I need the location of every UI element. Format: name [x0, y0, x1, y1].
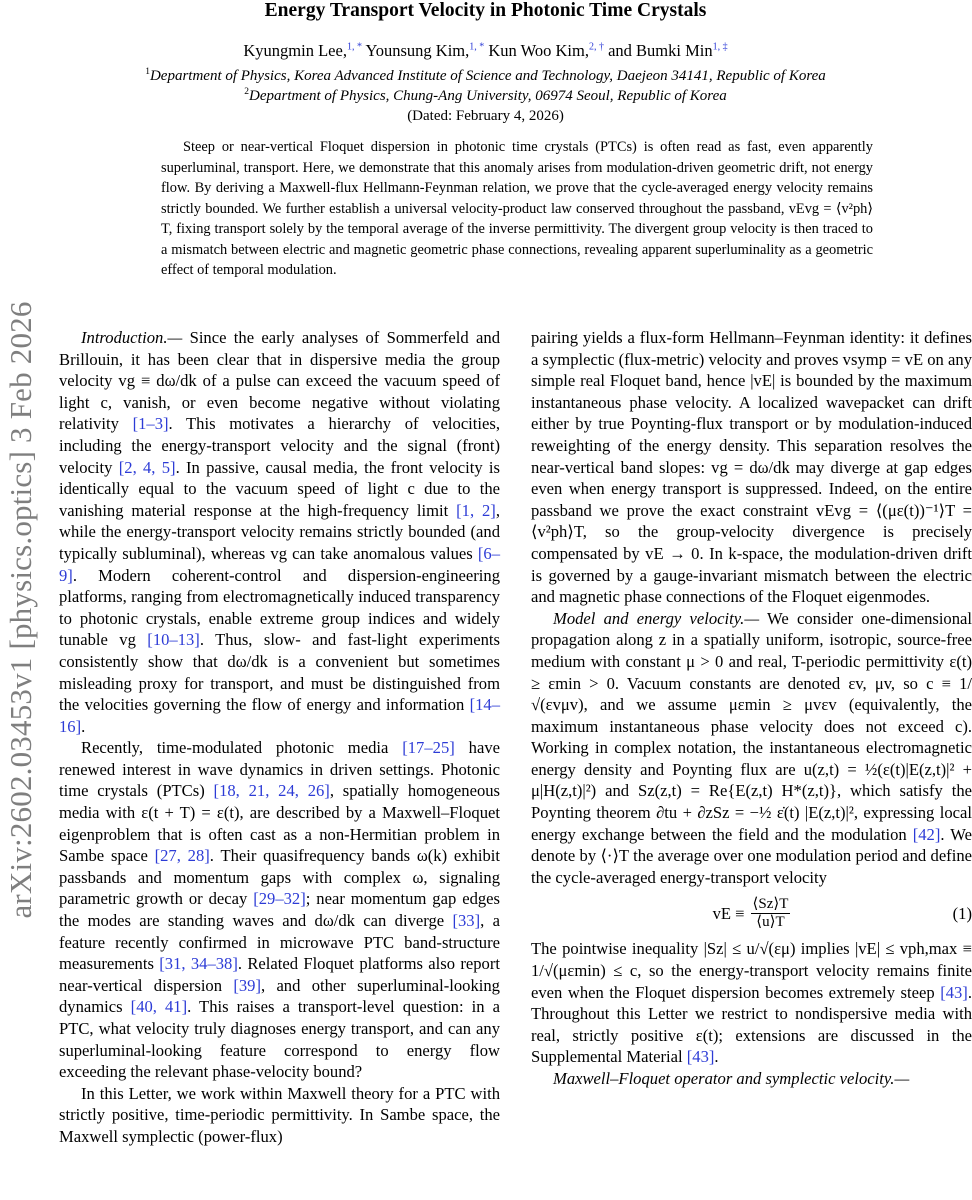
author-name: Kun Woo Kim, [488, 41, 589, 60]
citation-link[interactable]: [14–16] [59, 695, 500, 736]
paragraph-introduction: Introduction.— Since the early analyses of Sommerfeld and Brillouin, it has been clear that in dispersive media the group velocity vg ≡ dω/dk of a pulse can exceed the vacuum speed of light c, vanish, or even become negative without violating relativity [1–3]. This motivates a hierarchy of velocities, including the energy-transport velocity and the signal (front) velocity [2, 4, 5]. In passive, causal media, the front velocity is identically equal to the vacuum speed of light c due to the vanishing material response at the high-frequency limit [1, 2], while the energy-transport velocity remains strictly bounded (and typically subluminal), whereas vg can take anomalous values [6–9]. Modern coherent-control and dispersion-engineering platforms, ranging from electromagnetically induced transparency to photonic crystals, enable extreme group indices and widely tunable vg [10–13]. Thus, slow- and fast-light experiments consistently show that dω/dk is a convenient but sometimes misleading proxy for transport, and must be distinguished from the velocities governing the flow of energy and information [14–16]. [59, 328, 500, 736]
author-name: Younsung Kim, [365, 41, 470, 60]
equation-fraction [751, 896, 791, 931]
citation-link[interactable]: [27, 28] [154, 846, 210, 866]
right-column [531, 327, 972, 1090]
paragraph-model: Model and energy velocity.— We consider one-dimensional propagation along z in a spatially uniform, isotropic, source-free medium with constant μ > 0 and real, T-periodic permittivity ε(t) ≥ εmin > 0. Vacuum constants are denoted εv, μv, so c ≡ 1/√(εvμv), and we assume μεmin ≥ μvεv (equivalently, the maximum instantaneous phase velocity does not exceed c). Working in complex notation, the instantaneous electromagnetic energy density and Poynting flux are u(z,t) = ½(ε(t)|E(z,t)|² + μ|H(z,t)|²) and Sz(z,t) = Re{E(z,t) H*(z,t)}, which satisfy the Poynting theorem ∂tu + ∂zSz = −½ ε̇(t) |E(z,t)|², expressing local energy exchange between the field and the modulation [42]. We denote by ⟨·⟩T the average over one modulation period and define the cycle-averaged energy-transport velocity [531, 608, 972, 887]
affiliation-number: 1 [145, 67, 150, 77]
author-footnote-marker[interactable]: 1, ‡ [712, 41, 728, 53]
citation-link[interactable]: [42] [912, 824, 941, 844]
equation-numerator: ⟨Sz⟩T [752, 895, 789, 912]
author-list [0, 41, 971, 61]
paragraph-ptc-background: Recently, time-modulated photonic media [17–25] have renewed interest in wave dynamics in driven settings. Photonic time crystals (PTCs) [18, 21, 24, 26], spatially homogeneous media with ε(t + T) = ε(t), are described by a Maxwell–Floquet eigenproblem that is often cast as a non-Hermitian problem in Sambe space [27, 28]. Their quasifrequency bands ω(k) exhibit passbands and momentum gaps with complex ω, signaling parametric growth or decay [29–32]; near momentum gap edges the modes are standing waves and dω/dk can diverge [33], a feature recently confirmed in microwave PTC band-structure measurements [31, 34–38]. Related Floquet platforms also report near-vertical dispersion [39], and other superluminal-looking dynamics [40, 41]. This raises a transport-level question: in a PTC, what velocity truly diagnoses energy transport, and can any superluminal-looking feature correspond to energy flow exceeding the relevant phase-velocity bound? [59, 738, 500, 1082]
date-line: (Dated: February 4, 2026) [407, 108, 564, 124]
author-footnote-marker[interactable]: 1, * [469, 41, 485, 53]
citation-link[interactable]: [6–9] [59, 543, 500, 585]
citation-link[interactable]: [39] [233, 975, 261, 995]
affiliation-2 [0, 87, 971, 105]
citation-link[interactable]: [40, 41] [130, 997, 188, 1017]
equation-lhs: vE ≡ [712, 903, 745, 923]
arxiv-identifier-stamp [4, 250, 38, 970]
citation-link[interactable]: [43] [940, 982, 968, 1002]
citation-link[interactable]: [43] [686, 1047, 715, 1067]
paragraph-continued: pairing yields a flux-form Hellmann–Feynman identity: it defines a symplectic (flux-metric) velocity and proves vsymp = vE on any simple real Floquet band, hence |vE| is bounded by the maximum instantaneous phase velocity. A localized wavepacket can drift either by true Poynting-flux transport or by modulation-induced reweighting of the energy density. This separation resolves the near-vertical band slopes: vg = dω/dk may diverge at gap edges even when energy transport is suppressed. Indeed, on the entire passband we prove the exact constraint vEvg = ⟨(με(t))⁻¹⟩T = ⟨v²ph⟩T, so the group-velocity divergence is precisely compensated by vE → 0. In k-space, the modulation-driven drift is governed by a gauge-invariant mismatch between the electric and magnetic phase connections of the Floquet eigenmodes. [531, 328, 972, 607]
affiliation-number: 2 [244, 87, 250, 97]
affiliation-text: Department of Physics, Korea Advanced Institute of Science and Technology, Daejeon 34141, Republic of Korea [149, 68, 826, 84]
equation-denominator: ⟨u⟩T [756, 913, 785, 930]
paragraph-maxwell-floquet [531, 1068, 972, 1090]
author-footnote-marker[interactable]: 2, † [588, 41, 604, 53]
citation-link[interactable]: [33] [452, 911, 481, 931]
left-column [59, 327, 500, 1148]
citation-link[interactable]: [31, 34–38] [159, 954, 238, 974]
arxiv-identifier-text: arXiv:2602.03453v1 [physics.optics] 3 Feb 2026 [3, 301, 38, 919]
author-name: and Bumki Min [608, 41, 713, 60]
citation-link[interactable]: [2, 4, 5] [118, 457, 176, 477]
citation-link[interactable]: [18, 21, 24, 26] [213, 781, 330, 801]
section-heading-introduction: Introduction.— [81, 328, 183, 347]
affiliation-text: Department of Physics, Chung-Ang University, 06974 Seoul, Republic of Korea [249, 88, 727, 104]
citation-link[interactable]: [1–3] [132, 414, 169, 434]
author-name: Kyungmin Lee, [243, 41, 347, 60]
citation-link[interactable]: [10–13] [147, 630, 200, 650]
abstract: Steep or near-vertical Floquet dispersion in photonic time crystals (PTCs) is often read as fast, even apparently superluminal, transport. Here, we demonstrate that this anomaly arises from modulation-driven geometric drift, not energy flow. By deriving a Maxwell-flux Hellmann-Feynman relation, we prove that the cycle-averaged energy velocity remains strictly bounded. We further establish a universal velocity-product law conserved throughout the passband, vEvg = ⟨v²ph⟩T, fixing transport solely by the temporal average of the inverse permittivity. The divergent group velocity is then traced to a mismatch between electric and magnetic geometric phase connections, revealing apparent superluminality as a geometric effect of temporal modulation. [161, 139, 873, 278]
citation-link[interactable]: [1, 2] [456, 500, 496, 520]
citation-link[interactable]: [17–25] [402, 738, 455, 758]
equation-number: (1) [952, 904, 972, 924]
paragraph-this-letter: In this Letter, we work within Maxwell theory for a PTC with strictly positive, time-periodic permittivity. In Sambe space, the Maxwell symplectic (power-flux) [59, 1083, 500, 1146]
paragraph-bound: The pointwise inequality |Sz| ≤ u/√(εμ) implies |vE| ≤ vph,max ≡ 1/√(μεmin) ≤ c, so the energy-transport velocity remains finite even when the Floquet dispersion becomes extremely steep [43]. Throughout this Letter we restrict to nondispersive media with real, strictly positive ε(t); extensions are discussed in the Supplemental Material [43]. [531, 939, 972, 1067]
author-footnote-marker[interactable]: 1, * [346, 41, 362, 53]
paper-title: Energy Transport Velocity in Photonic Time Crystals [264, 0, 707, 21]
affiliation-1 [0, 67, 971, 85]
equation-1 [531, 896, 972, 930]
section-heading-model: Model and energy velocity.— [553, 608, 760, 628]
section-heading-maxwell-floquet: Maxwell–Floquet operator and symplectic velocity.— [553, 1069, 910, 1088]
citation-link[interactable]: [29–32] [253, 889, 306, 909]
